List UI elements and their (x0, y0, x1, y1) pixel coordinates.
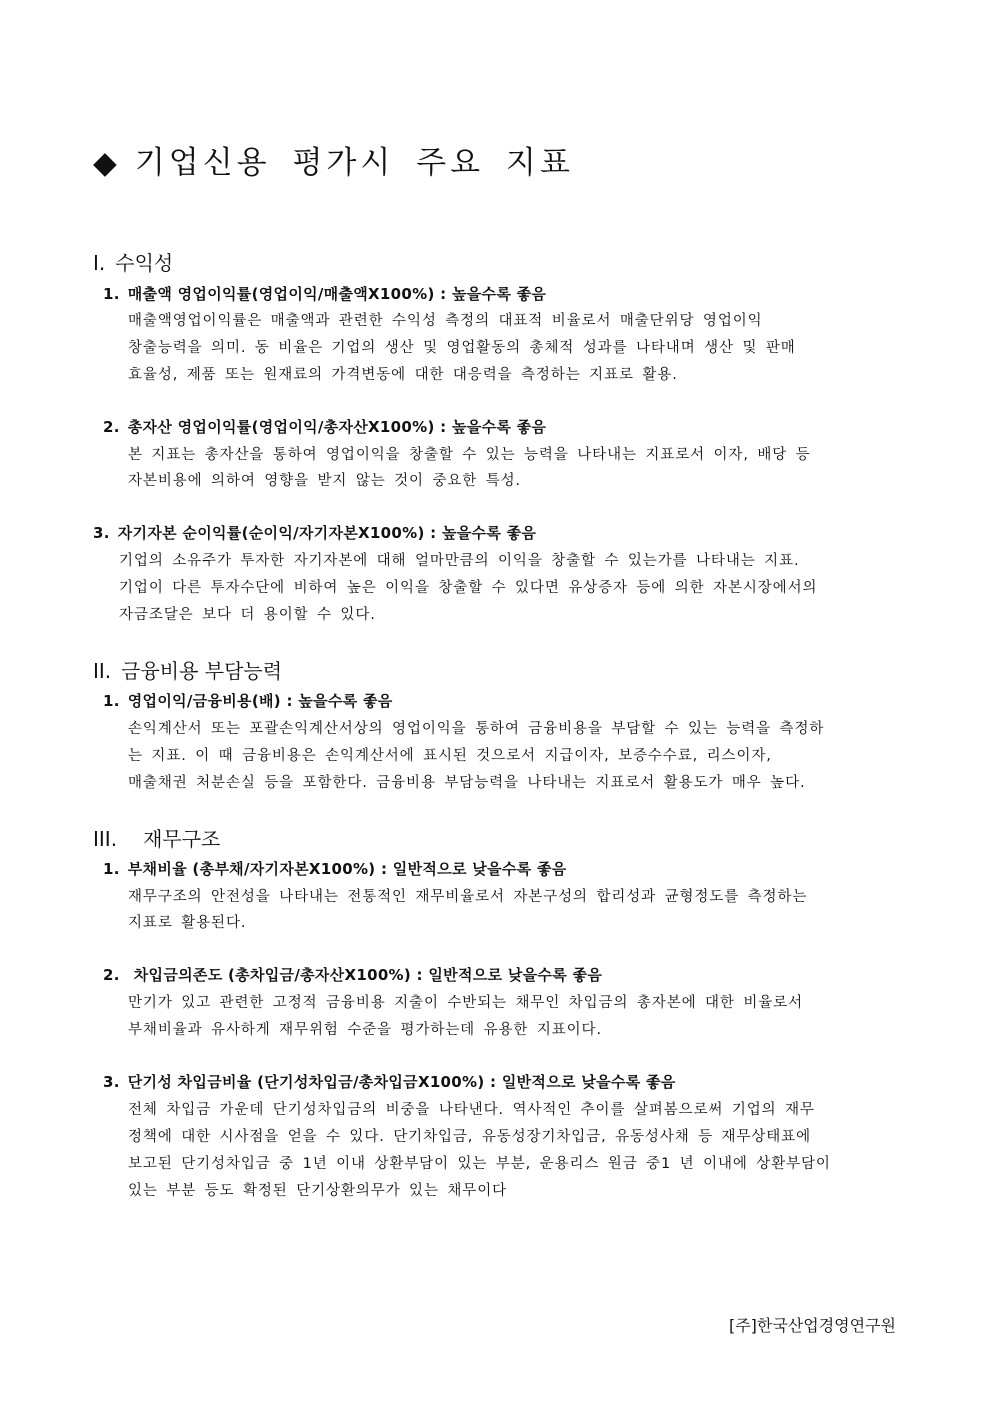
paragraph-line: 는 지표. 이 때 금융비용은 손익계산서에 표시된 것으로서 지급이자, 보증수수료, 리스이자, (128, 748, 772, 764)
item-number: 1. (103, 860, 120, 878)
item-heading-text: 자기자본 순이익률(순이익/자기자본X100%) : 높을수록 좋음 (117, 524, 537, 542)
item-heading-text: 총자산 영업이익률(영업이익/총자산X100%) : 높을수록 좋음 (127, 418, 547, 436)
paragraph-line: 정책에 대한 시사점을 얻을 수 있다. 단기차입금, 유동성장기차입금, 유동성사채 등 재무상태표에 (128, 1129, 811, 1145)
paragraph-line: 매출채권 처분손실 등을 포함한다. 금융비용 부담능력을 나타내는 지표로서 활용도가 매우 높다. (128, 775, 806, 791)
paragraph-line: 창출능력을 의미. 동 비율은 기업의 생산 및 영업활동의 총체적 성과를 나타내며 생산 및 판매 (128, 340, 796, 356)
page-title-text: 기업신용 평가시 주요 지표 (134, 145, 574, 181)
item-number: 2. (103, 418, 120, 436)
item-number: 1. (103, 285, 120, 303)
item-heading (103, 1071, 676, 1092)
paragraph-line: 자금조달은 보다 더 용이할 수 있다. (119, 607, 376, 623)
publisher-footer: [주]한국산업경영연구원 (728, 1316, 896, 1335)
item-heading-text: 매출액 영업이익률(영업이익/매출액X100%) : 높을수록 좋음 (127, 285, 547, 303)
item-heading-text: 영업이익/금융비용(배) : 높을수록 좋음 (127, 692, 393, 710)
diamond-bullet-icon: ◆ (93, 145, 121, 181)
item-heading (103, 283, 546, 304)
item-heading (93, 522, 536, 543)
section-number: I. (93, 251, 106, 275)
section-label: 수익성 (115, 251, 174, 275)
paragraph-line: 지표로 활용된다. (128, 915, 247, 931)
section-heading-financial-cost (93, 655, 282, 684)
paragraph-line: 본 지표는 총자산을 통하여 영업이익을 창출할 수 있는 능력을 나타내는 지표로서 이자, 배당 등 (128, 447, 811, 463)
item-heading-text: 차입금의존도 (총차입금/총자산X100%) : 일반적으로 낮을수록 좋음 (133, 966, 603, 984)
paragraph-line: 효율성, 제품 또는 원재료의 가격변동에 대한 대응력을 측정하는 지표로 활용. (128, 367, 678, 383)
paragraph-line: 부채비율과 유사하게 재무위험 수준을 평가하는데 유용한 지표이다. (128, 1022, 602, 1038)
item-heading-text: 단기성 차입금비율 (단기성차입금/총차입금X100%) : 일반적으로 낮을수록 좋음 (127, 1073, 676, 1091)
paragraph-line: 매출액영업이익률은 매출액과 관련한 수익성 측정의 대표적 비율로서 매출단위당 영업이익 (128, 313, 763, 329)
item-number: 3. (103, 1073, 120, 1091)
paragraph-line: 기업의 소유주가 투자한 자기자본에 대해 얼마만큼의 이익을 창출할 수 있는가를 나타내는 지표. (119, 553, 800, 569)
section-label: 금융비용 부담능력 (121, 659, 283, 683)
paragraph-line: 기업이 다른 투자수단에 비하여 높은 이익을 창출할 수 있다면 유상증자 등에 의한 자본시장에서의 (119, 580, 818, 596)
paragraph-line: 만기가 있고 관련한 고정적 금융비용 지출이 수반되는 채무인 차입금의 총자본에 대한 비율로서 (128, 995, 803, 1011)
paragraph-line: 있는 부분 등도 확정된 단기상환의무가 있는 채무이다 (128, 1183, 508, 1199)
page-title (93, 137, 574, 182)
item-number: 1. (103, 692, 120, 710)
section-number: II. (93, 659, 112, 683)
paragraph-line: 보고된 단기성차입금 중 1년 이내 상환부담이 있는 부분, 운용리스 원금 중1 년 이내에 상환부담이 (128, 1156, 831, 1172)
item-heading (103, 690, 393, 711)
item-heading (103, 416, 546, 437)
section-label: 재무구조 (143, 827, 221, 851)
item-heading (103, 858, 567, 879)
section-heading-profitability (93, 247, 173, 276)
section-heading-financial-structure (93, 823, 220, 852)
paragraph-line: 재무구조의 안전성을 나타내는 전통적인 재무비율로서 자본구성의 합리성과 균형정도를 측정하는 (128, 889, 808, 905)
item-number: 3. (93, 524, 110, 542)
paragraph-line: 자본비용에 의하여 영향을 받지 않는 것이 중요한 특성. (128, 473, 522, 489)
item-heading-text: 부채비율 (총부채/자기자본X100%) : 일반적으로 낮을수록 좋음 (127, 860, 567, 878)
paragraph-line: 손익계산서 또는 포괄손익계산서상의 영업이익을 통하여 금융비용을 부담할 수 있는 능력을 측정하 (128, 721, 825, 737)
item-heading (103, 964, 602, 985)
item-number: 2. (103, 966, 120, 984)
section-number: III. (93, 827, 118, 851)
paragraph-line: 전체 차입금 가운데 단기성차입금의 비중을 나타낸다. 역사적인 추이를 살펴봄으로써 기업의 재무 (128, 1102, 815, 1118)
